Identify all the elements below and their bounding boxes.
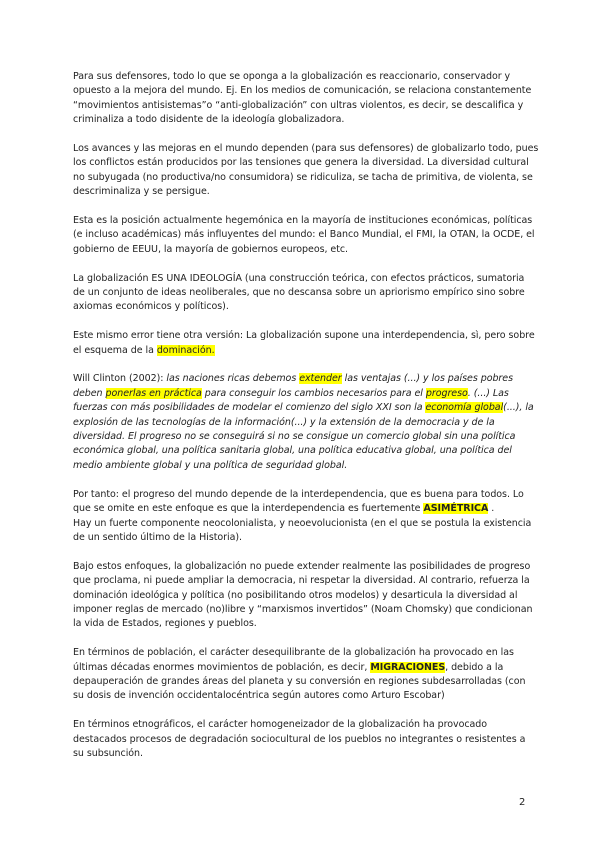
paragraph-text: En términos de población, el carácter desequilibrante de la globalización ha provocado en las últimas décadas enormes movimientos de población, es decir, bbox=[73, 647, 514, 673]
paragraph-text: Por tanto: el progreso del mundo depende de la interdependencia, que es buena para todos. Lo que se omite en este enfoque es que la interdependencia es fuertemente bbox=[73, 488, 524, 515]
quote-text: las naciones ricas debemos bbox=[166, 373, 300, 385]
quote-text: . (...) Las fuerzas con más posibilidades de modelar el comienzo del siglo XXI son la bbox=[73, 387, 509, 414]
paragraph-posicion-hegemonica: Esta es la posición actualmente hegemónica en la mayoría de instituciones económicas, políticas (e incluso académicas) más influyentes del mundo: el Banco Mundial, el FMI, la OTAN, la OCDE, el gobierno de EEUU, la mayoría de gobiernos europeos, etc. bbox=[73, 215, 535, 255]
page-number: 2 bbox=[519, 797, 526, 808]
highlighted-term: dominación. bbox=[156, 344, 215, 356]
paragraph-avances: Los avances y las mejoras en el mundo dependen (para sus defensores) de globalizarlo todo, pues los conflictos están producidos por las tensiones que genera la diversidad. La diversidad cultural no subyugada (no productiva/no consumidora) se ridiculiza, se tacha de primitiva, de violenta, se descriminaliza y se persigue. bbox=[73, 143, 539, 198]
highlighted-term: progreso bbox=[425, 387, 468, 399]
paragraph-neocolonialista: Hay un fuerte componente neocolonialista, y neoevolucionista (en el que se postula la existencia de un sentido último de la Historia). bbox=[73, 517, 532, 543]
quote-author: Will Clinton (2002): bbox=[73, 373, 167, 385]
highlighted-term: MIGRACIONES bbox=[370, 661, 446, 673]
quote-text: las ventajas (...) y los países pobres deben bbox=[73, 373, 513, 399]
paragraph-text: Este mismo error tiene otra versión: La globalización supone una interdependencia, sì, pero sobre el esquema de la bbox=[73, 330, 535, 356]
paragraph-text: . bbox=[488, 503, 495, 515]
paragraph-etnograficos: En términos etnográficos, el carácter homogeneizador de la globalización ha provocado destacados procesos de degradación sociocultural de los pueblos no integrantes o resistentes a su subsunción. bbox=[73, 719, 526, 759]
highlighted-term: extender bbox=[299, 373, 342, 385]
highlighted-term: ASIMÉTRICA bbox=[423, 503, 489, 515]
paragraph-enfoques: Bajo estos enfoques, la globalización no puede extender realmente las posibilidades de progreso que proclama, ni puede ampliar la democracia, ni respetar la diversidad. Al contrario, refuerza la dominación ideológica y política (no posibilitando otros modelos) y desarticula la diversidad al imponer reglas de mercado (no)libre y “marxismos invertidos” (Noam Chomsky) que condicionan la vida de Estados, regiones y pueblos. bbox=[73, 560, 533, 630]
highlighted-term: ponerlas en práctica bbox=[105, 387, 202, 399]
page-content bbox=[73, 70, 539, 776]
quote-text: para conseguir los cambios necesarios para el bbox=[201, 387, 426, 399]
quote-text: (...), la explosión de las tecnologías de la información(...) y la extensión de la democracia y de la diversidad. El progreso no se conseguirá si no se consigue un comercio global sin una política económica global, una política sanitaria global, una política educativa global, una política del medio ambiente global y una política de seguridad global. bbox=[73, 402, 534, 471]
paragraph-ideologia: La globalización ES UNA IDEOLOGÍA (una construcción teórica, con efectos prácticos, sumatoria de un conjunto de ideas neoliberales, que no descansa sobre un apriorismo empírico sino sobre axiomas económicos y políticos). bbox=[73, 272, 525, 313]
paragraph-defensores: Para sus defensores, todo lo que se oponga a la globalización es reaccionario, conservador y opuesto a la mejora del mundo. Ej. En los medios de comunicación, se relaciona constantemente “movimientos antisistemas”o “anti-globalización” con ultras violentos, es decir, se descalifica y criminaliza a todo disidente de la ideología globalizadora. bbox=[73, 71, 532, 126]
paragraph-dominacion bbox=[73, 329, 539, 358]
paragraph-clinton-quote bbox=[73, 372, 539, 473]
paragraph-text: , debido a la depauperación de grandes áreas del planeta y su conversión en regiones subdesarrolladas (con su dosis de invención occidentalocéntrica según autores como Arturo Escobar) bbox=[73, 661, 526, 702]
paragraph-migraciones bbox=[73, 646, 539, 704]
paragraph-asimetrica bbox=[73, 488, 539, 517]
highlighted-term: economía global bbox=[425, 402, 504, 414]
